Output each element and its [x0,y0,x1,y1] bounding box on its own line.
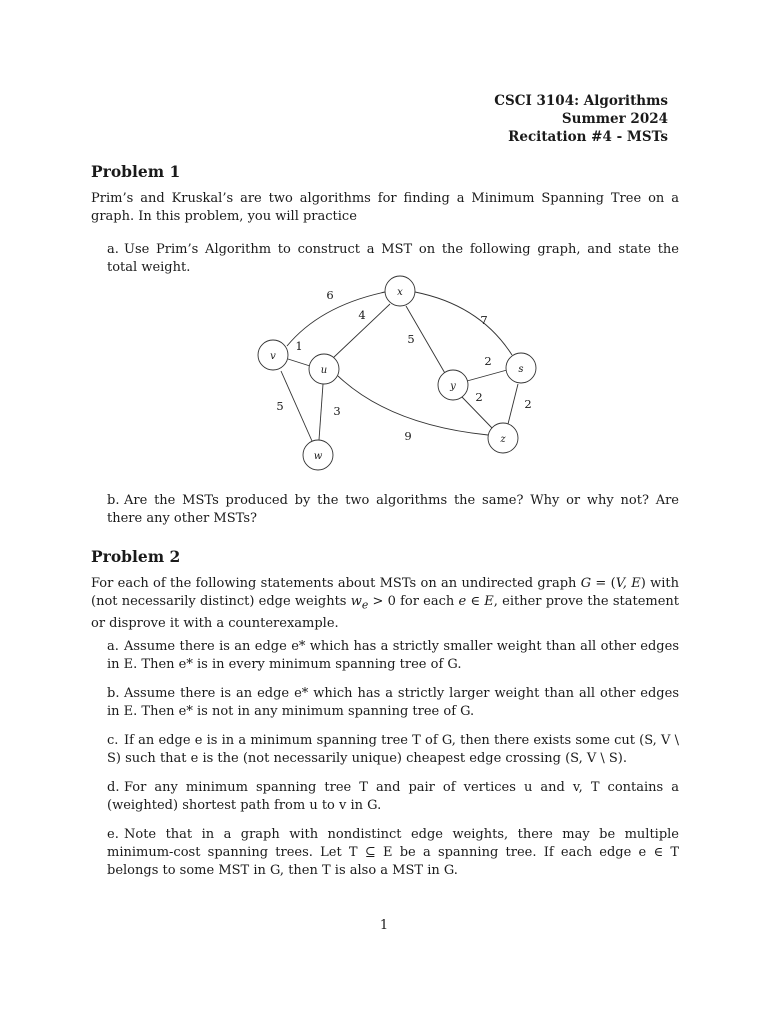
node-w [303,440,333,470]
node-label-x: x [397,287,403,298]
item-label: b. [107,686,120,701]
edge-v-w [281,371,312,441]
problem-2-item-e [107,826,679,880]
item-text: For any minimum spanning tree T and pair of vertices u and v, T contains a (weighted) shortest path from u to v in G. [107,780,679,813]
item-text: Assume there is an edge e* which has a strictly smaller weight than all other edges in E. Then e* is in every minimum spanning tree of G. [107,639,679,672]
node-label-w: w [313,451,323,462]
item-label: a. [107,242,119,257]
item-label: e. [107,827,119,842]
problem-2-intro: For each of the following statements about MSTs on an undirected graph G = (V, E) with (not necessarily distinct) edge weights $w_e > 0$ for each e ∈ E, either prove the statement or disprove it with a counterexample. [91,576,680,631]
item-text: If an edge e is in a minimum spanning tree T of G, then there exists some cut (S, V \ S) such that e is the (not necessarily unique) cheapest edge crossing (S, V \ S). [107,733,679,766]
node-label-z: z [500,434,506,445]
problem-2-item-b [107,685,679,721]
problem-2-item-d [107,779,679,815]
edge-v-x [287,292,385,346]
weight-y-z: 2 [475,390,483,404]
node-label-u: u [320,365,328,376]
node-label-y: y [450,381,456,392]
term: Summer 2024 [561,111,668,127]
item-text: Note that in a graph with nondistinct edge weights, there may be multiple minimum-cost spanning trees. Let T ⊆ E be a spanning tree. If each edge e ∈ T belongs to some MST in G, then T is also a MST in G. [107,827,679,878]
weight-v-w: 5 [276,399,284,413]
problem-1-heading: Problem 1 [91,162,181,181]
problem-2-item-c [107,732,679,768]
item-label: d. [107,780,120,795]
weight-v-u: 1 [295,339,303,353]
problem-1-intro: Prim’s and Kruskal’s are two algorithms for finding a Minimum Spanning Tree on a graph. In this problem, you will practice [91,191,679,224]
course-title: CSCI 3104: Algorithms [494,93,668,109]
node-z [488,423,518,453]
weight-u-x: 4 [358,308,366,322]
weight-u-w: 3 [333,404,341,418]
weight-u-z: 9 [404,429,412,443]
problem-2-heading: Problem 2 [91,547,181,566]
item-text: Use Prim’s Algorithm to construct a MST on the following graph, and state the total weight. [107,242,679,275]
node-s [506,353,536,383]
node-u [309,354,339,384]
node-label-v: v [270,351,276,362]
recitation-title: Recitation #4 - MSTs [508,129,668,145]
edge-u-w [319,384,323,440]
item-text: Assume there is an edge e* which has a strictly larger weight than all other edges in E. Then e* is not in any minimum spanning tree of G. [107,686,679,719]
item-label: b. [107,493,120,508]
weight-y-s: 2 [484,354,492,368]
weight-s-z: 2 [524,397,532,411]
node-v [258,340,288,370]
edge-s-z [508,384,518,424]
node-x [385,276,415,306]
problem-1-item-b [107,492,679,528]
node-y [438,370,468,400]
problem-2-item-a [107,638,679,674]
weight-x-s: 7 [480,313,488,327]
page-number: 1 [379,918,389,933]
edge-v-u [288,359,310,366]
item-label: a. [107,639,119,654]
edge-y-s [467,370,507,381]
item-text: Are the MSTs produced by the two algorithms the same? Why or why not? Are there any other MSTs? [107,493,679,526]
node-label-s: s [518,364,524,375]
item-label: c. [107,733,119,748]
weight-x-y: 5 [407,332,415,346]
edge-x-s [415,292,512,355]
weight-v-x: 6 [326,288,334,302]
